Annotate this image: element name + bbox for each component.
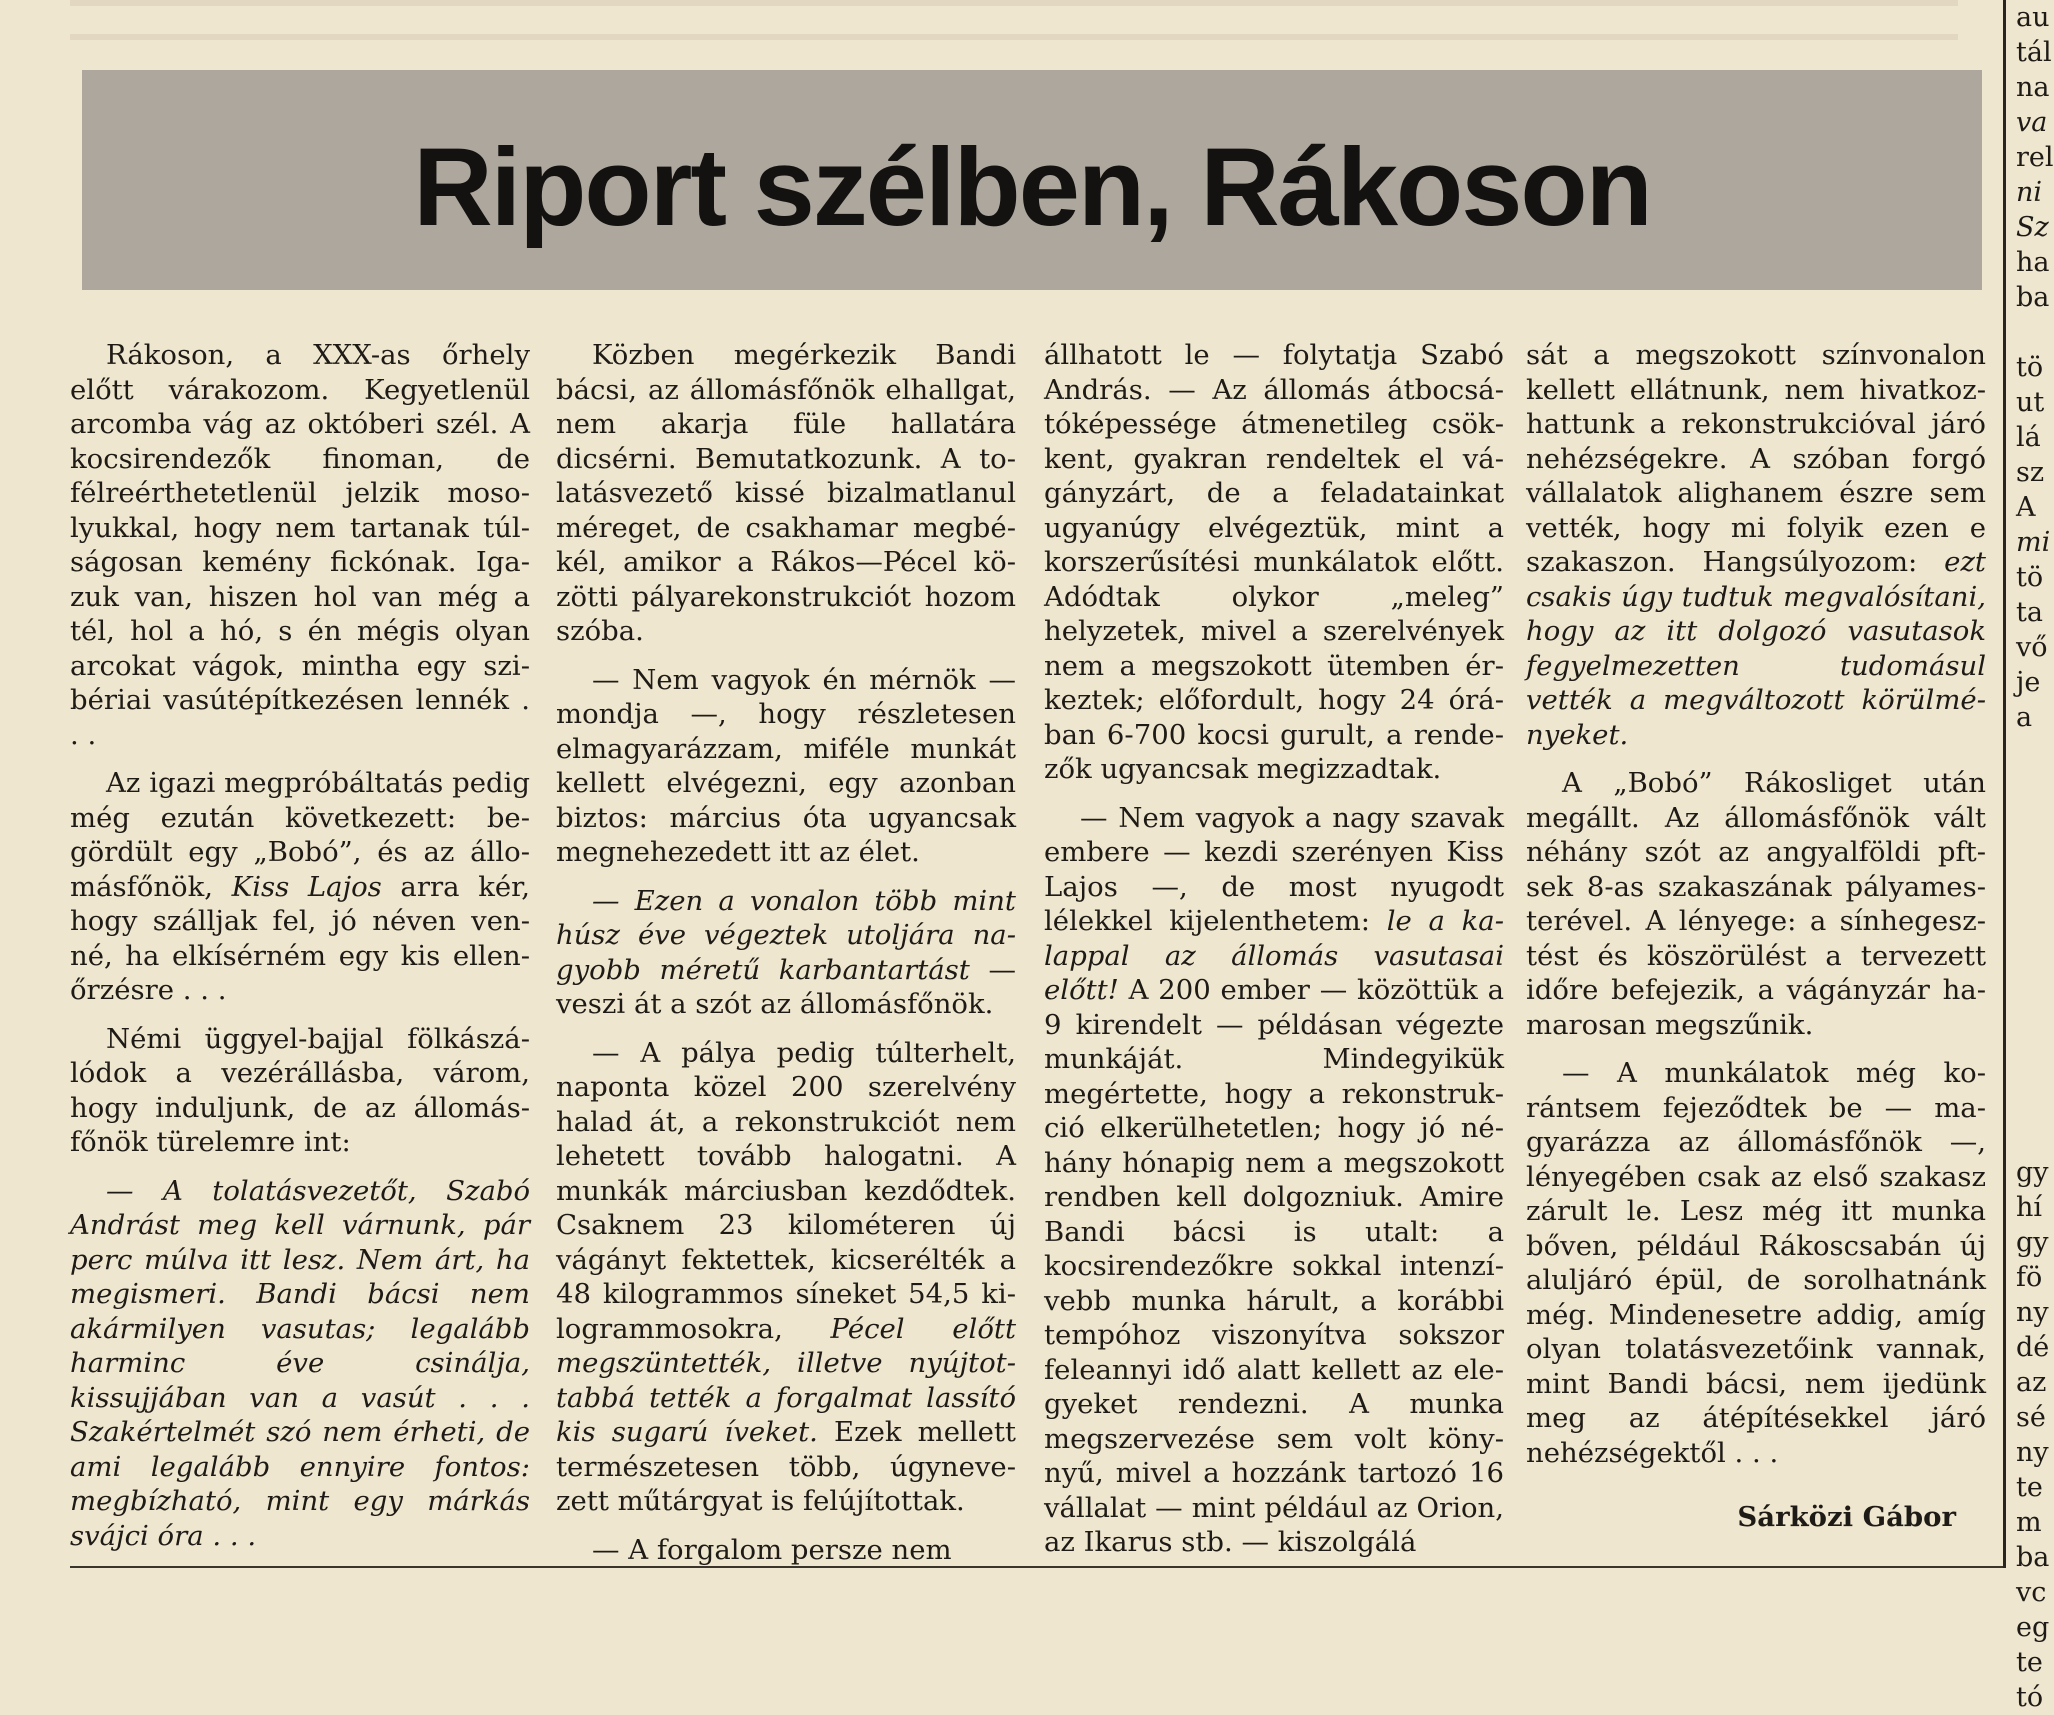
margin-fragment: sz (2016, 457, 2045, 488)
paragraph-text: sát a megszokott színvonalon kellett ellátnunk, nem hivatkozhattunk a rekonstrukcióval járó nehézségekre. A szóban forgó vállalatok alighanem észre sem vették, hogy mi folyik ezen e szakaszon. Hangsúlyozom: (1526, 339, 1986, 578)
margin-fragment: tál (2016, 37, 2052, 68)
margin-fragment: tö (2016, 562, 2044, 593)
headline-banner (82, 70, 1982, 290)
margin-fragment (2012, 1085, 2048, 1120)
margin-fragment: sé (2016, 1402, 2046, 1433)
margin-fragment: vő (2016, 632, 2048, 663)
margin-fragment (2012, 910, 2048, 945)
paragraph-text: arra kér, hogy szálljak fel, jó néven venné, ha elkísérném egy kis ellenőrzésre . . . (70, 870, 530, 1006)
paragraph-text: Közben megérkezik Bandi bácsi, az állomásfőnök elhallgat, nem akarja füle hallatára dicsérni. Bemutatkozunk. A tolatásvezető kissé bizalmatlanul méreget, de csakhamar megbékél, amikor a Rákos—Pécel közötti pályarekonstrukciót hozom szóba. (556, 339, 1016, 647)
margin-fragment: eg (2016, 1612, 2050, 1643)
margin-fragment: lá (2016, 422, 2041, 453)
article-column-4 (1526, 338, 1986, 1535)
margin-fragment: ha (2016, 247, 2050, 278)
margin-fragment: te (2016, 1472, 2043, 1503)
article-column-1 (70, 338, 530, 1567)
margin-fragment: ni (2016, 177, 2043, 208)
margin-fragment: hí (2016, 1192, 2043, 1223)
paragraph (1044, 801, 1504, 1560)
margin-fragment: vc (2016, 1577, 2047, 1608)
margin-fragment: az (2016, 1367, 2047, 1398)
margin-fragment: Sz (2016, 212, 2049, 243)
paragraph-text: Rákoson, a XXX-as őrhely előtt várakozom. Kegyetlenül arcomba vág az októberi szél. A kocsirendezők finoman, de félreérthetetlenül jelzik mosolyukkal, hogy nem tartanak túlságosan kemény fickónak. Igazuk van, hiszen hol van még a tél, hol a hó, s én mégis olyan arcokat vágok, mintha egy szibériai vasútépítkezésen lennék . . . (70, 339, 530, 751)
margin-fragment: ba (2016, 1542, 2050, 1573)
margin-fragment (2012, 770, 2048, 805)
paragraph (70, 1022, 530, 1160)
article-column-3 (1044, 338, 1504, 1574)
paragraph (556, 1036, 1016, 1519)
margin-fragment: ta (2016, 597, 2043, 628)
margin-fragment (2012, 315, 2048, 350)
article-body (70, 338, 1990, 1568)
paragraph-text: — A forgalom persze nem (592, 1533, 952, 1566)
margin-fragment: te (2016, 1647, 2043, 1678)
margin-fragment (2012, 1120, 2048, 1155)
paragraph (1044, 338, 1504, 787)
paragraph (70, 1174, 530, 1554)
paragraph-text: A „Bobó” Rákosliget után megállt. Az állomásfőnök vált néhány szót az angyalföldi pftsek 8-as szakaszának pályamesterével. A lényege: a sínhegesztést és köszörülést a tervezett időre befejezik, a vágányzár hamarosan megszűnik. (1526, 767, 1986, 1041)
margin-fragment: tó (2016, 1682, 2044, 1713)
margin-fragment (2012, 840, 2048, 875)
margin-fragment: m (2016, 1507, 2042, 1538)
margin-fragment (2012, 805, 2048, 840)
margin-fragment: gy (2016, 1157, 2049, 1188)
margin-fragment: ba (2016, 282, 2050, 313)
margin-fragment (2012, 1050, 2048, 1085)
emphasized-text: Pécel előtt megszüntették, illetve nyújtottabbá tették a forgalmat lassító kis sugarú íveket. (556, 1312, 1016, 1448)
emphasized-text: le a kalappal az állomás vasutasai előtt! (1044, 905, 1504, 1006)
margin-fragment: dé (2016, 1332, 2050, 1363)
margin-fragment: na (2016, 72, 2050, 103)
margin-fragment: gy (2016, 1227, 2049, 1258)
article-title: Riport szélben, Rákoson (413, 125, 1651, 249)
emphasized-text: Kiss Lajos (231, 870, 382, 903)
paragraph (556, 1533, 1016, 1568)
paragraph-text: Némi üggyel-bajjal fölkászálódok a vezérállásba, várom, hogy induljunk, de az állomásfőnök türelemre int: (70, 1022, 530, 1158)
margin-fragment (2012, 735, 2048, 770)
paragraph-text: — A pálya pedig túlterhelt, naponta közel 200 szerelvény halad át, a rekonstrukciót nem lehetett tovább halogatni. A munkák márciusban kezdődtek. Csaknem 23 kilométeren új vágányt fektettek, kicserélték a 48 kilogrammos síneket 54,5 kilogrammosokra, (556, 1036, 1016, 1345)
margin-fragment: ny (2016, 1437, 2049, 1468)
paragraph (556, 663, 1016, 870)
margin-fragment (2012, 980, 2048, 1015)
paragraph (556, 884, 1016, 1022)
bottom-rule (70, 1566, 2005, 1568)
paragraph-text: Ezek mellett természetesen több, úgynevezett műtárgyat is felújítottak. (556, 1416, 1016, 1517)
author-signature: Sárközi Gábor (1737, 1501, 1956, 1533)
column-divider-rule (2003, 0, 2006, 1568)
margin-fragment: tö (2016, 352, 2044, 383)
margin-fragment: a (2016, 702, 2033, 733)
paragraph-text: Az igazi megpróbáltatás pedig még ezután következett: begördült egy „Bobó”, és az állomásfőnök, (70, 767, 530, 903)
emphasized-text: — Ezen a vonalon több mint húsz éve végeztek utoljára nagyobb méretű karbantartást (556, 884, 1016, 986)
margin-fragment: je (2016, 667, 2041, 698)
emphasized-text: — A tolatásvezetőt, Szabó Andrást meg kell várnunk, pár perc múlva itt lesz. Nem árt, ha megismeri. Bandi bácsi nem akármilyen vasutas; legalább harminc éve csinálja, kissujjában van a vasút . . . Szakértelmét szó nem érheti, de ami legalább ennyire fontos: megbízható, mint egy márkás svájci óra . . . (70, 1174, 530, 1552)
previous-article-remnant (70, 0, 1958, 60)
paragraph (1526, 1056, 1986, 1470)
margin-fragment: fö (2016, 1262, 2043, 1293)
margin-fragment: ut (2016, 387, 2045, 418)
adjacent-column-fragment (2012, 0, 2054, 1713)
margin-fragment: au (2016, 2, 2050, 33)
margin-fragment: va (2016, 107, 2048, 138)
paragraph (556, 338, 1016, 649)
paragraph (1526, 766, 1986, 1042)
paragraph (1526, 338, 1986, 752)
article-column-2 (556, 338, 1016, 1581)
margin-fragment (2012, 1015, 2048, 1050)
margin-fragment (2012, 875, 2048, 910)
margin-fragment: ny (2016, 1297, 2049, 1328)
paragraph-text: állhatott le — folytatja Szabó András. — Az állomás átbocsátóképessége átmenetileg csökkent, gyakran rendeltek el vágányzárt, de a feladatainkat ugyanúgy elvégeztük, mint a korszerűsítési munkálatok előtt. Adódtak olykor „meleg” helyzetek, mivel a szerelvények nem a megszokott ütemben érkeztek; előfordult, hogy 24 órában 6-700 kocsi gurult, a rendezők ugyancsak megizzadtak. (1044, 339, 1504, 785)
paragraph (70, 766, 530, 1008)
paragraph (70, 338, 530, 752)
paragraph-text: — veszi át a szót az állomásfőnök. (556, 953, 1016, 1020)
paragraph-text: A 200 ember — közöttük a 9 kirendelt — példásan végezte munkáját. Mindegyikük megértette, hogy a rekonstrukció elkerülhetetlen; hogy jó néhány hónapig nem a megszokott rendben kell dolgozniuk. Amire Bandi bácsi is utalt: a kocsirendezőkre sokkal intenzívebb munka hárult, a korábbi tempóhoz viszonyítva sokszor feleannyi idő alatt kellett az elegyeket rendezni. A munka megszervezése sem volt könynyű, mivel a hozzánk tartozó 16 vállalat — mint például az Orion, az Ikarus stb. — kiszolgálá (1044, 974, 1504, 1558)
emphasized-text: ezt csakis úgy tudtuk megvalósítani, hogy az itt dolgozó vasutasok fegyelmezetten tudomásul vették a megváltozott körülményeket. (1526, 546, 1986, 751)
margin-fragment: mi (2016, 527, 2051, 558)
paragraph-text: — A munkálatok még korántsem fejeződtek be — magyarázza az állomásfőnök —, lényegében csak az első szakasz zárult le. Lesz még itt munka bőven, például Rákoscsabán új aluljáró épül, de sorolhatnánk még. Mindenesetre addig, amíg olyan tolatásvezetőink vannak, mint Bandi bácsi, nem ijedünk meg az átépítésekkel járó nehézségektől . . . (1526, 1057, 1986, 1469)
paragraph-text: — Nem vagyok a nagy szavak embere — kezdi szerényen Kiss Lajos —, de most nyugodt lélekkel kijelenthetem: (1044, 801, 1504, 937)
paragraph-text: — Nem vagyok én mérnök — mondja —, hogy részletesen elmagyarázzam, miféle munkát kellett elvégezni, egy azonban biztos: március óta ugyancsak megnehezedett itt az élet. (556, 663, 1016, 868)
margin-fragment: A (2016, 492, 2036, 523)
margin-fragment (2012, 945, 2048, 980)
margin-fragment: rel (2016, 142, 2054, 173)
